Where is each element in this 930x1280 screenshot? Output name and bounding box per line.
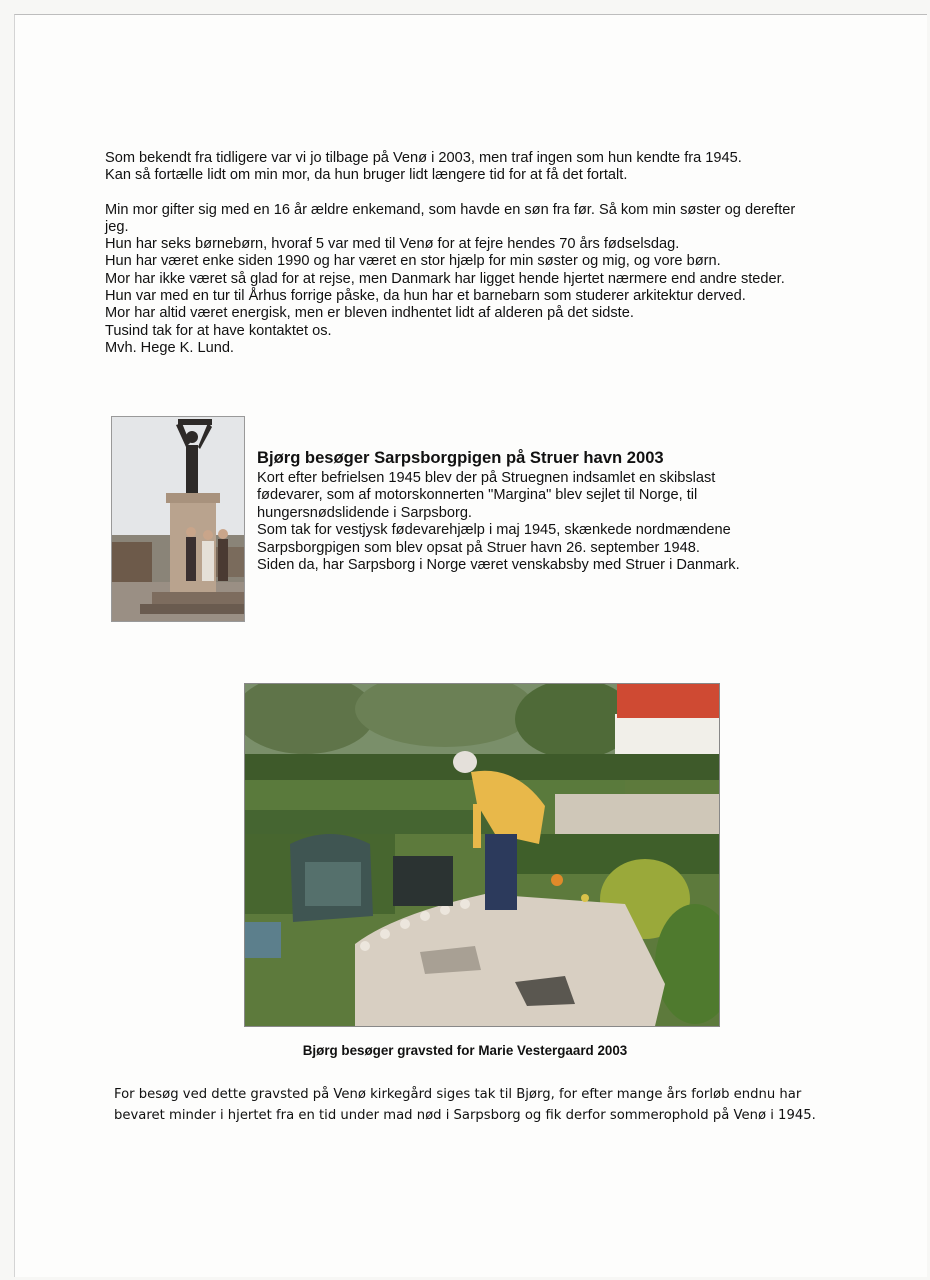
letter-line: Hun har seks børnebørn, hvoraf 5 var med til Venø for at fejre hendes 70 års fødselsdag. (105, 236, 680, 253)
letter-text (105, 150, 815, 357)
letter-line: Kan så fortælle lidt om min mor, da hun bruger lidt længere tid for at få det fortalt. (105, 167, 628, 184)
article (257, 448, 817, 574)
letter-line: Min mor gifter sig med en 16 år ældre enkemand, som havde en søn fra før. Så kom min søster og derefter jeg. (105, 201, 796, 235)
letter-line: Hun har været enke siden 1990 og har været en stor hjælp for min søster og mig, og vore børn. (105, 253, 721, 270)
footer-text (114, 1084, 854, 1126)
letter-line: Som bekendt fra tidligere var vi jo tilbage på Venø i 2003, men traf ingen som hun kendte fra 1945. (105, 150, 742, 166)
statue-photo (111, 416, 245, 622)
letter-line: Hun var med en tur til Århus forrige påske, da hun har et barnebarn som studerer arkitektur derved. (105, 288, 746, 305)
letter-line: Tusind tak for at have kontaktet os. (105, 322, 332, 339)
footer-line: For besøg ved dette gravsted på Venø kirkegård siges tak til Bjørg, for efter mange års forløb endnu har (114, 1087, 802, 1102)
letter-line: Mor har altid været energisk, men er bleven indhentet lidt af alderen på det sidste. (105, 305, 634, 322)
article-heading: Bjørg besøger Sarpsborgpigen på Struer havn 2003 (257, 448, 664, 467)
article-line: Sarpsborgpigen som blev opsat på Struer havn 26. september 1948. (257, 539, 700, 556)
article-line: fødevarer, som af motorskonnerten "Margina" blev sejlet til Norge, til (257, 487, 698, 504)
article-line: Kort efter befrielsen 1945 blev der på Struegnen indsamlet en skibslast (257, 470, 716, 486)
letter-signature: Mvh. Hege K. Lund. (105, 339, 234, 356)
grave-photo (244, 683, 720, 1027)
photo-caption: Bjørg besøger gravsted for Marie Vestergaard 2003 (302, 1043, 628, 1058)
footer-line: bevaret minder i hjertet fra en tid under mad nød i Sarpsborg og fik derfor sommerophold på Venø i 1945. (114, 1108, 816, 1123)
letter-line: Mor har ikke været så glad for at rejse, men Danmark har ligget hende hjertet nærmere end andre steder. (105, 270, 785, 287)
article-line: Som tak for vestjysk fødevarehjælp i maj 1945, skænkede nordmændene (257, 522, 731, 539)
paragraph-gap (105, 185, 815, 202)
article-line: hungersnødslidende i Sarpsborg. (257, 504, 472, 521)
article-line: Siden da, har Sarpsborg i Norge været venskabsby med Struer i Danmark. (257, 557, 740, 574)
